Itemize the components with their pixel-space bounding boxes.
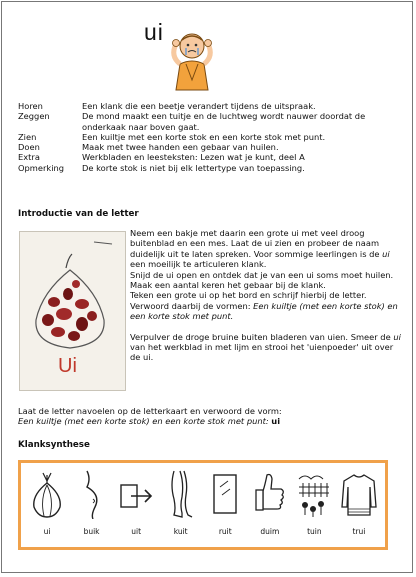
exit-icon <box>117 469 155 519</box>
synthesis-item-uit <box>116 469 156 541</box>
intro-paragraph <box>130 228 402 270</box>
synthesis-item-ruit <box>205 469 245 541</box>
intro-heading: Introductie van de letter <box>18 209 139 219</box>
property-value: Een klank die een beetje verandert tijdens de uitspraak. <box>82 101 316 111</box>
outro-line-2 <box>18 416 398 426</box>
property-key: Extra <box>18 152 40 163</box>
intro-paragraph: Maak een aantal keren het gebaar bij de klank. <box>130 280 326 291</box>
outro-line-2-em: Een kuiltje (met een korte stok) en een korte stok met punt: <box>18 416 269 427</box>
synthesis-label: duim <box>260 527 280 536</box>
property-value: Maak met twee handen een gebaar van huilen. <box>82 142 279 153</box>
synthesis-item-ui <box>27 469 67 541</box>
synthesis-box <box>18 460 388 550</box>
synthesis-label: buik <box>83 527 100 536</box>
property-value: Een kuiltje met een korte stok en een korte stok met punt. <box>82 131 326 142</box>
outro-line-2-bold: ui <box>271 416 281 427</box>
property-value: Werkbladen en leesteksten: Lezen wat je kunt, deel A <box>82 152 305 163</box>
intro-text-6: Verpulver de droge bruine buiten bladeren van uien. Smeer de <box>130 331 391 342</box>
intro-text <box>130 228 402 363</box>
synthesis-item-duim <box>250 469 290 541</box>
intro-paragraph: Teken een grote ui op het bord en schrijf hierbij de letter. <box>130 290 367 301</box>
property-key: Opmerking <box>18 162 65 173</box>
intro-text-6-tail: van het werkblad in met lijm en strooi het 'uienpoeder' uit over de ui. <box>130 342 394 363</box>
synthesis-item-kuit <box>161 469 201 541</box>
synthesis-item-tuin <box>294 469 334 541</box>
property-key: Zien <box>18 131 37 142</box>
synthesis-heading: Klanksynthese <box>18 440 90 450</box>
property-row <box>18 132 398 142</box>
intro-text-1-em: ui <box>382 248 390 259</box>
property-value: De korte stok is niet bij elk lettertype van toepassing. <box>82 162 305 173</box>
outro-text <box>18 406 398 427</box>
property-key: Horen <box>18 101 43 111</box>
synthesis-label: ui <box>43 527 51 536</box>
synthesis-item-buik <box>72 469 112 541</box>
property-row <box>18 152 398 162</box>
photo-caption: Ui <box>58 355 77 377</box>
synthesis-label: kuit <box>173 527 188 536</box>
property-key: Zeggen <box>18 111 50 122</box>
synthesis-label: ruit <box>218 527 232 536</box>
synthesis-label: trui <box>352 527 366 536</box>
synthesis-label: tuin <box>307 527 322 536</box>
belly-icon <box>73 469 111 519</box>
calf-icon <box>162 469 200 519</box>
intro-paragraph: Snijd de ui open en ontdek dat je van een ui soms moet huilen. <box>130 269 394 280</box>
property-row <box>18 101 398 111</box>
property-list <box>18 101 398 173</box>
window-pane-icon <box>206 469 244 519</box>
onion-icon <box>28 469 66 519</box>
synthesis-label: uit <box>131 527 142 536</box>
sweater-icon <box>340 469 378 519</box>
intro-text-5: Verwoord daarbij de vormen: <box>130 300 251 311</box>
property-key: Doen <box>18 142 40 153</box>
signing-person-icon <box>162 24 222 92</box>
document-page <box>1 1 413 573</box>
synthesis-item-trui <box>339 469 379 541</box>
page-title: ui <box>144 19 164 45</box>
intro-text-1-tail: een moeilijk te articuleren klank. <box>130 259 267 270</box>
property-row <box>18 142 398 152</box>
onion-drawing-photo <box>19 231 126 391</box>
property-value: De mond maakt een tuitje en de luchtweg wordt nauwer doordat de onderkaak naar boven gaat. <box>82 111 366 132</box>
intro-text-5-em: Een kuiltje (met een korte stok) en een korte stok met punt. <box>130 300 398 322</box>
intro-paragraph <box>130 301 402 322</box>
synthesis-items <box>27 469 379 541</box>
property-row <box>18 111 398 132</box>
intro-text-1: Neem een bakje met daarin een grote ui met veel droog buitenblad en een mes. Laat de ui zien en probeer de naam duidelijk uit te laten spreken. Voor sommige leerlingen is de <box>130 228 380 259</box>
property-row <box>18 163 398 173</box>
garden-icon <box>295 469 333 519</box>
thumb-icon <box>251 469 289 519</box>
intro-text-6-em: ui <box>393 331 401 342</box>
intro-paragraph <box>130 332 402 363</box>
outro-line-1: Laat de letter navoelen op de letterkaart en verwoord de vorm: <box>18 406 282 416</box>
